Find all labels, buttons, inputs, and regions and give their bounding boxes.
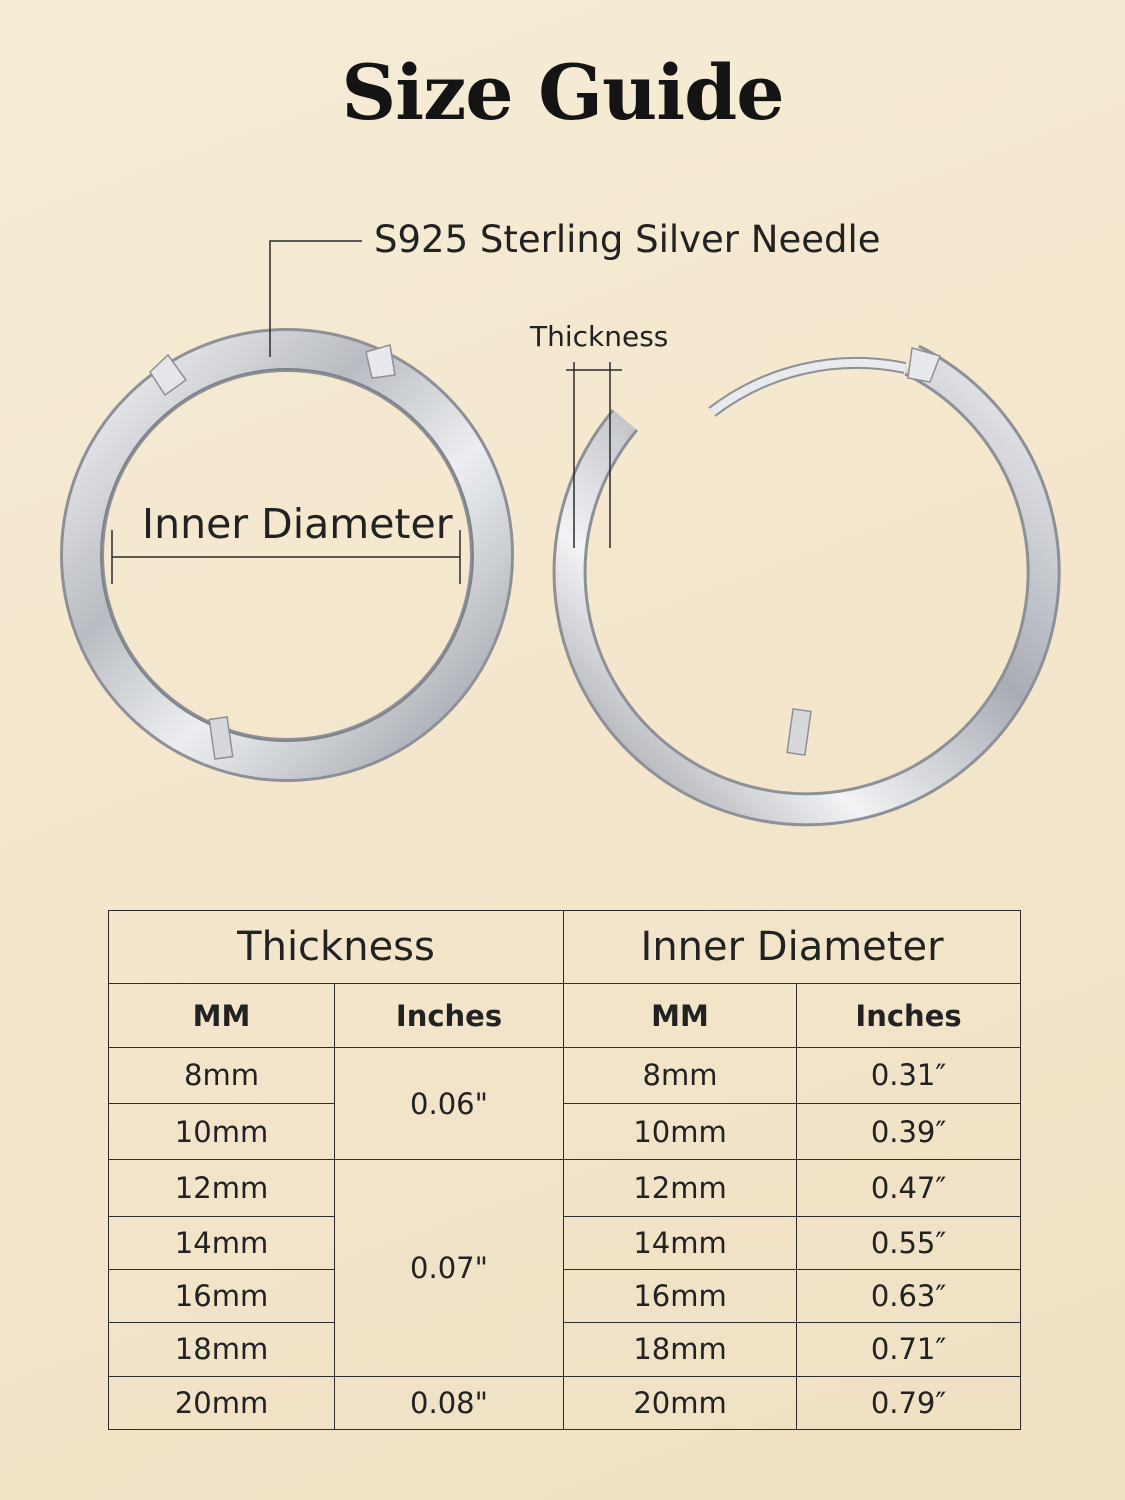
- subheader-inches: Inches: [335, 984, 564, 1047]
- page-title: Size Guide: [341, 48, 784, 137]
- table-row: [109, 1104, 1021, 1160]
- cell-thickness-mm: 18mm: [109, 1323, 335, 1376]
- left-hoop: [82, 345, 492, 760]
- table-row: [109, 1047, 1021, 1103]
- group-thickness: Thickness: [109, 911, 564, 984]
- cell-diameter-mm: 16mm: [564, 1270, 797, 1323]
- thickness-label: Thickness: [530, 320, 669, 353]
- cell-thickness-mm: 14mm: [109, 1216, 335, 1269]
- cell-diameter-mm: 12mm: [564, 1160, 797, 1216]
- table-row: [109, 1323, 1021, 1376]
- cell-diameter-mm: 18mm: [564, 1323, 797, 1376]
- table-group-header: [109, 911, 1021, 984]
- table-row: [109, 1216, 1021, 1269]
- subheader-mm: MM: [564, 984, 797, 1047]
- cell-diameter-mm: 20mm: [564, 1376, 797, 1429]
- cell-thickness-mm: 10mm: [109, 1104, 335, 1160]
- table-subheader: [109, 984, 1021, 1047]
- cell-diameter-inches: 0.79″: [797, 1376, 1021, 1429]
- cell-diameter-mm: 10mm: [564, 1104, 797, 1160]
- group-inner-diameter: Inner Diameter: [564, 911, 1021, 984]
- subheader-inches: Inches: [797, 984, 1021, 1047]
- right-hoop: [570, 348, 1044, 809]
- cell-diameter-inches: 0.47″: [797, 1160, 1021, 1216]
- cell-thickness-mm: 12mm: [109, 1160, 335, 1216]
- cell-thickness-inches: 0.06": [335, 1047, 564, 1160]
- cell-diameter-mm: 14mm: [564, 1216, 797, 1269]
- cell-diameter-mm: 8mm: [564, 1047, 797, 1103]
- table-row: [109, 1270, 1021, 1323]
- subheader-mm: MM: [109, 984, 335, 1047]
- needle-label: S925 Sterling Silver Needle: [374, 218, 881, 261]
- table-row: [109, 1160, 1021, 1216]
- cell-diameter-inches: 0.39″: [797, 1104, 1021, 1160]
- table-row: [109, 1376, 1021, 1429]
- size-table: [108, 910, 1021, 1430]
- inner-diameter-label: Inner Diameter: [142, 500, 453, 548]
- cell-thickness-mm: 16mm: [109, 1270, 335, 1323]
- cell-thickness-mm: 8mm: [109, 1047, 335, 1103]
- cell-diameter-inches: 0.63″: [797, 1270, 1021, 1323]
- cell-diameter-inches: 0.71″: [797, 1323, 1021, 1376]
- cell-thickness-inches: 0.07": [335, 1160, 564, 1376]
- cell-diameter-inches: 0.31″: [797, 1047, 1021, 1103]
- cell-diameter-inches: 0.55″: [797, 1216, 1021, 1269]
- cell-thickness-mm: 20mm: [109, 1376, 335, 1429]
- cell-thickness-inches: 0.08": [335, 1376, 564, 1429]
